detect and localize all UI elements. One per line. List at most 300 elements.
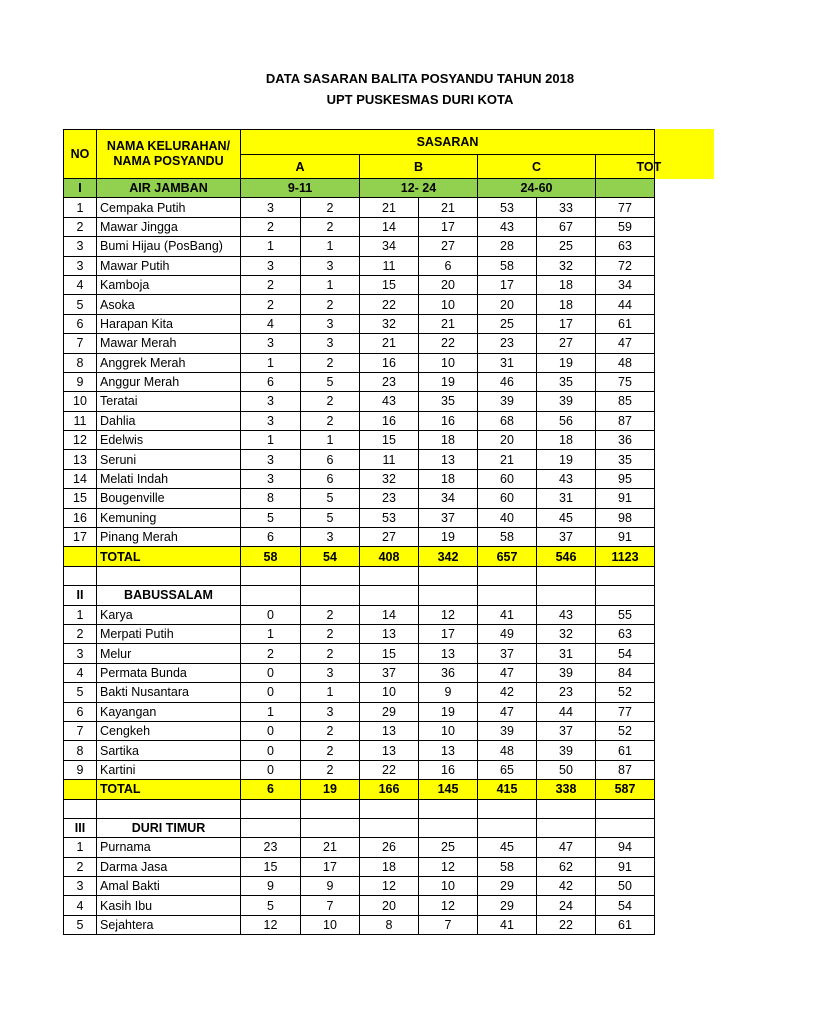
value-cell: 45: [478, 838, 537, 857]
empty-cell: [97, 566, 241, 585]
section-row: [64, 818, 655, 837]
value-cell: 2: [301, 217, 360, 236]
row-no: 1: [64, 198, 97, 217]
total-no: [64, 547, 97, 566]
table-row: [64, 256, 655, 275]
row-no: 4: [64, 275, 97, 294]
table-row: [64, 314, 655, 333]
posyandu-name: Anggrek Merah: [97, 353, 241, 372]
row-no: 12: [64, 431, 97, 450]
total-value: 546: [537, 547, 596, 566]
value-cell: 55: [596, 605, 655, 624]
value-cell: 18: [360, 857, 419, 876]
value-cell: 5: [241, 896, 301, 915]
total-value: 54: [301, 547, 360, 566]
value-cell: 3: [241, 469, 301, 488]
value-cell: 61: [596, 915, 655, 934]
value-cell: 19: [419, 372, 478, 391]
row-no: 16: [64, 508, 97, 527]
value-cell: 34: [360, 237, 419, 256]
empty-cell: [478, 818, 537, 837]
row-no: 6: [64, 314, 97, 333]
table-row: [64, 683, 655, 702]
row-no: 7: [64, 334, 97, 353]
empty-cell: [596, 799, 655, 818]
value-cell: 16: [419, 411, 478, 430]
value-cell: 72: [596, 256, 655, 275]
data-table: [63, 129, 662, 935]
value-cell: 63: [596, 237, 655, 256]
value-cell: 22: [419, 334, 478, 353]
value-cell: 3: [301, 256, 360, 275]
table-row: [64, 198, 655, 217]
value-cell: 37: [360, 663, 419, 682]
posyandu-name: Asoka: [97, 295, 241, 314]
value-cell: 19: [419, 702, 478, 721]
value-cell: 16: [360, 411, 419, 430]
range-c: 24-60: [478, 179, 596, 198]
row-no: 2: [64, 857, 97, 876]
table-row: [64, 275, 655, 294]
value-cell: 10: [419, 295, 478, 314]
value-cell: 20: [419, 275, 478, 294]
table-row: [64, 663, 655, 682]
value-cell: 21: [419, 314, 478, 333]
value-cell: 7: [301, 896, 360, 915]
empty-cell: [419, 566, 478, 585]
empty-cell: [478, 586, 537, 605]
value-cell: 50: [537, 760, 596, 779]
value-cell: 1: [301, 275, 360, 294]
value-cell: 87: [596, 411, 655, 430]
row-no: 3: [64, 237, 97, 256]
header-c: C: [478, 155, 596, 179]
value-cell: 53: [360, 508, 419, 527]
total-no: [64, 780, 97, 799]
table-row: [64, 877, 655, 896]
value-cell: 2: [301, 295, 360, 314]
value-cell: 48: [478, 741, 537, 760]
header-b: B: [360, 155, 478, 179]
value-cell: 20: [478, 431, 537, 450]
value-cell: 10: [419, 877, 478, 896]
value-cell: 12: [419, 857, 478, 876]
row-no: 3: [64, 256, 97, 275]
value-cell: 85: [596, 392, 655, 411]
value-cell: 10: [360, 683, 419, 702]
value-cell: 9: [301, 877, 360, 896]
row-no: 4: [64, 663, 97, 682]
value-cell: 59: [596, 217, 655, 236]
value-cell: 60: [478, 469, 537, 488]
value-cell: 2: [301, 353, 360, 372]
value-cell: 43: [537, 469, 596, 488]
value-cell: 67: [537, 217, 596, 236]
value-cell: 5: [241, 508, 301, 527]
value-cell: 3: [241, 450, 301, 469]
total-value: 342: [419, 547, 478, 566]
table-row: [64, 760, 655, 779]
posyandu-name: Bakti Nusantara: [97, 683, 241, 702]
empty-cell: [360, 799, 419, 818]
row-no: 10: [64, 392, 97, 411]
page-subtitle: UPT PUSKESMAS DURI KOTA: [326, 92, 514, 107]
row-no: 4: [64, 896, 97, 915]
value-cell: 62: [537, 857, 596, 876]
value-cell: 22: [360, 295, 419, 314]
value-cell: 15: [360, 644, 419, 663]
value-cell: 39: [537, 741, 596, 760]
total-value: 58: [241, 547, 301, 566]
value-cell: 13: [419, 450, 478, 469]
value-cell: 60: [478, 489, 537, 508]
row-no: 5: [64, 295, 97, 314]
row-no: 5: [64, 683, 97, 702]
posyandu-name: Cempaka Putih: [97, 198, 241, 217]
empty-cell: [419, 799, 478, 818]
value-cell: 27: [360, 528, 419, 547]
value-cell: 36: [419, 663, 478, 682]
value-cell: 18: [537, 295, 596, 314]
value-cell: 0: [241, 663, 301, 682]
total-label: TOTAL: [97, 780, 241, 799]
table-row: [64, 237, 655, 256]
empty-cell: [419, 586, 478, 605]
range-tot: [596, 179, 655, 198]
row-no: 15: [64, 489, 97, 508]
table-row: [64, 721, 655, 740]
value-cell: 1: [241, 353, 301, 372]
value-cell: 26: [360, 838, 419, 857]
value-cell: 6: [241, 372, 301, 391]
table-row: [64, 469, 655, 488]
value-cell: 13: [419, 644, 478, 663]
row-no: 1: [64, 838, 97, 857]
value-cell: 36: [596, 431, 655, 450]
value-cell: 77: [596, 702, 655, 721]
value-cell: 20: [478, 295, 537, 314]
posyandu-name: Harapan Kita: [97, 314, 241, 333]
value-cell: 2: [241, 295, 301, 314]
value-cell: 3: [301, 663, 360, 682]
value-cell: 0: [241, 683, 301, 702]
value-cell: 75: [596, 372, 655, 391]
posyandu-name: Merpati Putih: [97, 624, 241, 643]
value-cell: 17: [419, 624, 478, 643]
value-cell: 2: [301, 605, 360, 624]
value-cell: 17: [478, 275, 537, 294]
row-no: 13: [64, 450, 97, 469]
value-cell: 50: [596, 877, 655, 896]
value-cell: 11: [360, 450, 419, 469]
total-value: 587: [596, 780, 655, 799]
value-cell: 47: [537, 838, 596, 857]
posyandu-name: Dahlia: [97, 411, 241, 430]
value-cell: 58: [478, 857, 537, 876]
value-cell: 20: [360, 896, 419, 915]
total-row: [64, 780, 655, 799]
posyandu-name: Cengkeh: [97, 721, 241, 740]
value-cell: 3: [301, 314, 360, 333]
value-cell: 17: [419, 217, 478, 236]
value-cell: 2: [301, 644, 360, 663]
empty-cell: [301, 818, 360, 837]
posyandu-name: Bumi Hijau (PosBang): [97, 237, 241, 256]
row-no: 9: [64, 372, 97, 391]
value-cell: 94: [596, 838, 655, 857]
header-sasaran: SASARAN: [241, 130, 655, 155]
value-cell: 2: [301, 411, 360, 430]
row-no: 9: [64, 760, 97, 779]
value-cell: 18: [537, 275, 596, 294]
value-cell: 3: [241, 334, 301, 353]
section-no: I: [64, 179, 97, 198]
posyandu-name: Mawar Merah: [97, 334, 241, 353]
value-cell: 53: [478, 198, 537, 217]
row-no: 5: [64, 915, 97, 934]
row-no: 7: [64, 721, 97, 740]
section-no: III: [64, 818, 97, 837]
value-cell: 15: [360, 431, 419, 450]
table-row: [64, 508, 655, 527]
value-cell: 10: [301, 915, 360, 934]
value-cell: 2: [241, 644, 301, 663]
value-cell: 27: [537, 334, 596, 353]
value-cell: 1: [301, 431, 360, 450]
row-no: 2: [64, 624, 97, 643]
row-no: 17: [64, 528, 97, 547]
value-cell: 32: [537, 624, 596, 643]
value-cell: 4: [241, 314, 301, 333]
table-row: [64, 450, 655, 469]
range-b: 12- 24: [360, 179, 478, 198]
table-row: [64, 624, 655, 643]
value-cell: 46: [478, 372, 537, 391]
value-cell: 5: [301, 489, 360, 508]
table-row: [64, 295, 655, 314]
value-cell: 13: [419, 741, 478, 760]
empty-cell: [97, 799, 241, 818]
row-no: 8: [64, 741, 97, 760]
value-cell: 31: [478, 353, 537, 372]
value-cell: 6: [419, 256, 478, 275]
header-name: [97, 130, 241, 179]
value-cell: 2: [241, 217, 301, 236]
value-cell: 61: [596, 314, 655, 333]
value-cell: 43: [360, 392, 419, 411]
header-tot: [596, 155, 662, 179]
posyandu-name: Sartika: [97, 741, 241, 760]
posyandu-name: Edelwis: [97, 431, 241, 450]
value-cell: 9: [419, 683, 478, 702]
value-cell: 2: [301, 741, 360, 760]
total-value: 657: [478, 547, 537, 566]
empty-cell: [301, 799, 360, 818]
value-cell: 3: [241, 392, 301, 411]
empty-cell: [241, 566, 301, 585]
row-no: 14: [64, 469, 97, 488]
value-cell: 28: [478, 237, 537, 256]
empty-cell: [360, 566, 419, 585]
value-cell: 1: [301, 683, 360, 702]
empty-cell: [537, 799, 596, 818]
section-name: BABUSSALAM: [97, 586, 241, 605]
value-cell: 35: [419, 392, 478, 411]
table-row: [64, 528, 655, 547]
value-cell: 65: [478, 760, 537, 779]
value-cell: 17: [301, 857, 360, 876]
empty-cell: [596, 818, 655, 837]
value-cell: 12: [360, 877, 419, 896]
value-cell: 44: [537, 702, 596, 721]
empty-cell: [537, 818, 596, 837]
value-cell: 12: [419, 605, 478, 624]
value-cell: 91: [596, 528, 655, 547]
value-cell: 95: [596, 469, 655, 488]
value-cell: 14: [360, 605, 419, 624]
value-cell: 2: [301, 392, 360, 411]
value-cell: 39: [537, 663, 596, 682]
posyandu-name: Amal Bakti: [97, 877, 241, 896]
value-cell: 68: [478, 411, 537, 430]
value-cell: 17: [537, 314, 596, 333]
value-cell: 84: [596, 663, 655, 682]
value-cell: 18: [537, 431, 596, 450]
value-cell: 42: [478, 683, 537, 702]
empty-cell: [360, 586, 419, 605]
value-cell: 18: [419, 431, 478, 450]
value-cell: 37: [419, 508, 478, 527]
value-cell: 16: [419, 760, 478, 779]
posyandu-name: Mawar Jingga: [97, 217, 241, 236]
empty-cell: [64, 799, 97, 818]
value-cell: 37: [537, 528, 596, 547]
value-cell: 42: [537, 877, 596, 896]
row-no: 6: [64, 702, 97, 721]
value-cell: 15: [241, 857, 301, 876]
table-row: [64, 915, 655, 934]
value-cell: 19: [537, 353, 596, 372]
value-cell: 58: [478, 528, 537, 547]
value-cell: 54: [596, 644, 655, 663]
value-cell: 21: [360, 198, 419, 217]
empty-cell: [64, 566, 97, 585]
table-row: [64, 392, 655, 411]
value-cell: 63: [596, 624, 655, 643]
value-cell: 91: [596, 857, 655, 876]
value-cell: 37: [478, 644, 537, 663]
value-cell: 32: [537, 256, 596, 275]
posyandu-name: Permata Bunda: [97, 663, 241, 682]
posyandu-name: Sejahtera: [97, 915, 241, 934]
total-value: 6: [241, 780, 301, 799]
value-cell: 23: [360, 372, 419, 391]
value-cell: 2: [301, 760, 360, 779]
value-cell: 52: [596, 683, 655, 702]
value-cell: 21: [360, 334, 419, 353]
value-cell: 13: [360, 624, 419, 643]
header-no: NO: [64, 130, 97, 179]
empty-cell: [419, 818, 478, 837]
range-a: 9-11: [241, 179, 360, 198]
empty-cell: [241, 818, 301, 837]
value-cell: 25: [478, 314, 537, 333]
value-cell: 25: [419, 838, 478, 857]
value-cell: 3: [241, 411, 301, 430]
value-cell: 8: [360, 915, 419, 934]
value-cell: 32: [360, 314, 419, 333]
value-cell: 0: [241, 741, 301, 760]
value-cell: 29: [478, 896, 537, 915]
posyandu-name: Mawar Putih: [97, 256, 241, 275]
table-row: [64, 334, 655, 353]
total-value: 19: [301, 780, 360, 799]
empty-cell: [596, 566, 655, 585]
posyandu-name: Kasih Ibu: [97, 896, 241, 915]
value-cell: 29: [360, 702, 419, 721]
empty-cell: [301, 566, 360, 585]
value-cell: 7: [419, 915, 478, 934]
value-cell: 49: [478, 624, 537, 643]
value-cell: 11: [360, 256, 419, 275]
empty-cell: [478, 566, 537, 585]
header-a: A: [241, 155, 360, 179]
row-no: 3: [64, 644, 97, 663]
header-tot-label: TOT: [636, 159, 662, 174]
posyandu-name: Karya: [97, 605, 241, 624]
value-cell: 23: [478, 334, 537, 353]
value-cell: 37: [537, 721, 596, 740]
value-cell: 1: [241, 237, 301, 256]
value-cell: 12: [241, 915, 301, 934]
value-cell: 45: [537, 508, 596, 527]
total-value: 145: [419, 780, 478, 799]
value-cell: 3: [241, 256, 301, 275]
total-row: [64, 547, 655, 566]
value-cell: 12: [419, 896, 478, 915]
value-cell: 41: [478, 915, 537, 934]
value-cell: 3: [241, 198, 301, 217]
value-cell: 23: [360, 489, 419, 508]
table-row: [64, 489, 655, 508]
value-cell: 47: [478, 702, 537, 721]
value-cell: 5: [301, 372, 360, 391]
value-cell: 34: [419, 489, 478, 508]
value-cell: 40: [478, 508, 537, 527]
section-row: [64, 179, 655, 198]
table-row: [64, 857, 655, 876]
value-cell: 34: [596, 275, 655, 294]
value-cell: 8: [241, 489, 301, 508]
value-cell: 2: [301, 198, 360, 217]
row-no: 3: [64, 877, 97, 896]
value-cell: 2: [301, 624, 360, 643]
table-row: [64, 702, 655, 721]
page-title: DATA SASARAN BALITA POSYANDU TAHUN 2018: [265, 71, 575, 86]
value-cell: 16: [360, 353, 419, 372]
spacer-row: [64, 566, 655, 585]
posyandu-name: Kamboja: [97, 275, 241, 294]
value-cell: 5: [301, 508, 360, 527]
posyandu-name: Melati Indah: [97, 469, 241, 488]
table-row: [64, 644, 655, 663]
empty-cell: [360, 818, 419, 837]
value-cell: 47: [596, 334, 655, 353]
value-cell: 25: [537, 237, 596, 256]
value-cell: 56: [537, 411, 596, 430]
value-cell: 39: [478, 721, 537, 740]
posyandu-name: Melur: [97, 644, 241, 663]
